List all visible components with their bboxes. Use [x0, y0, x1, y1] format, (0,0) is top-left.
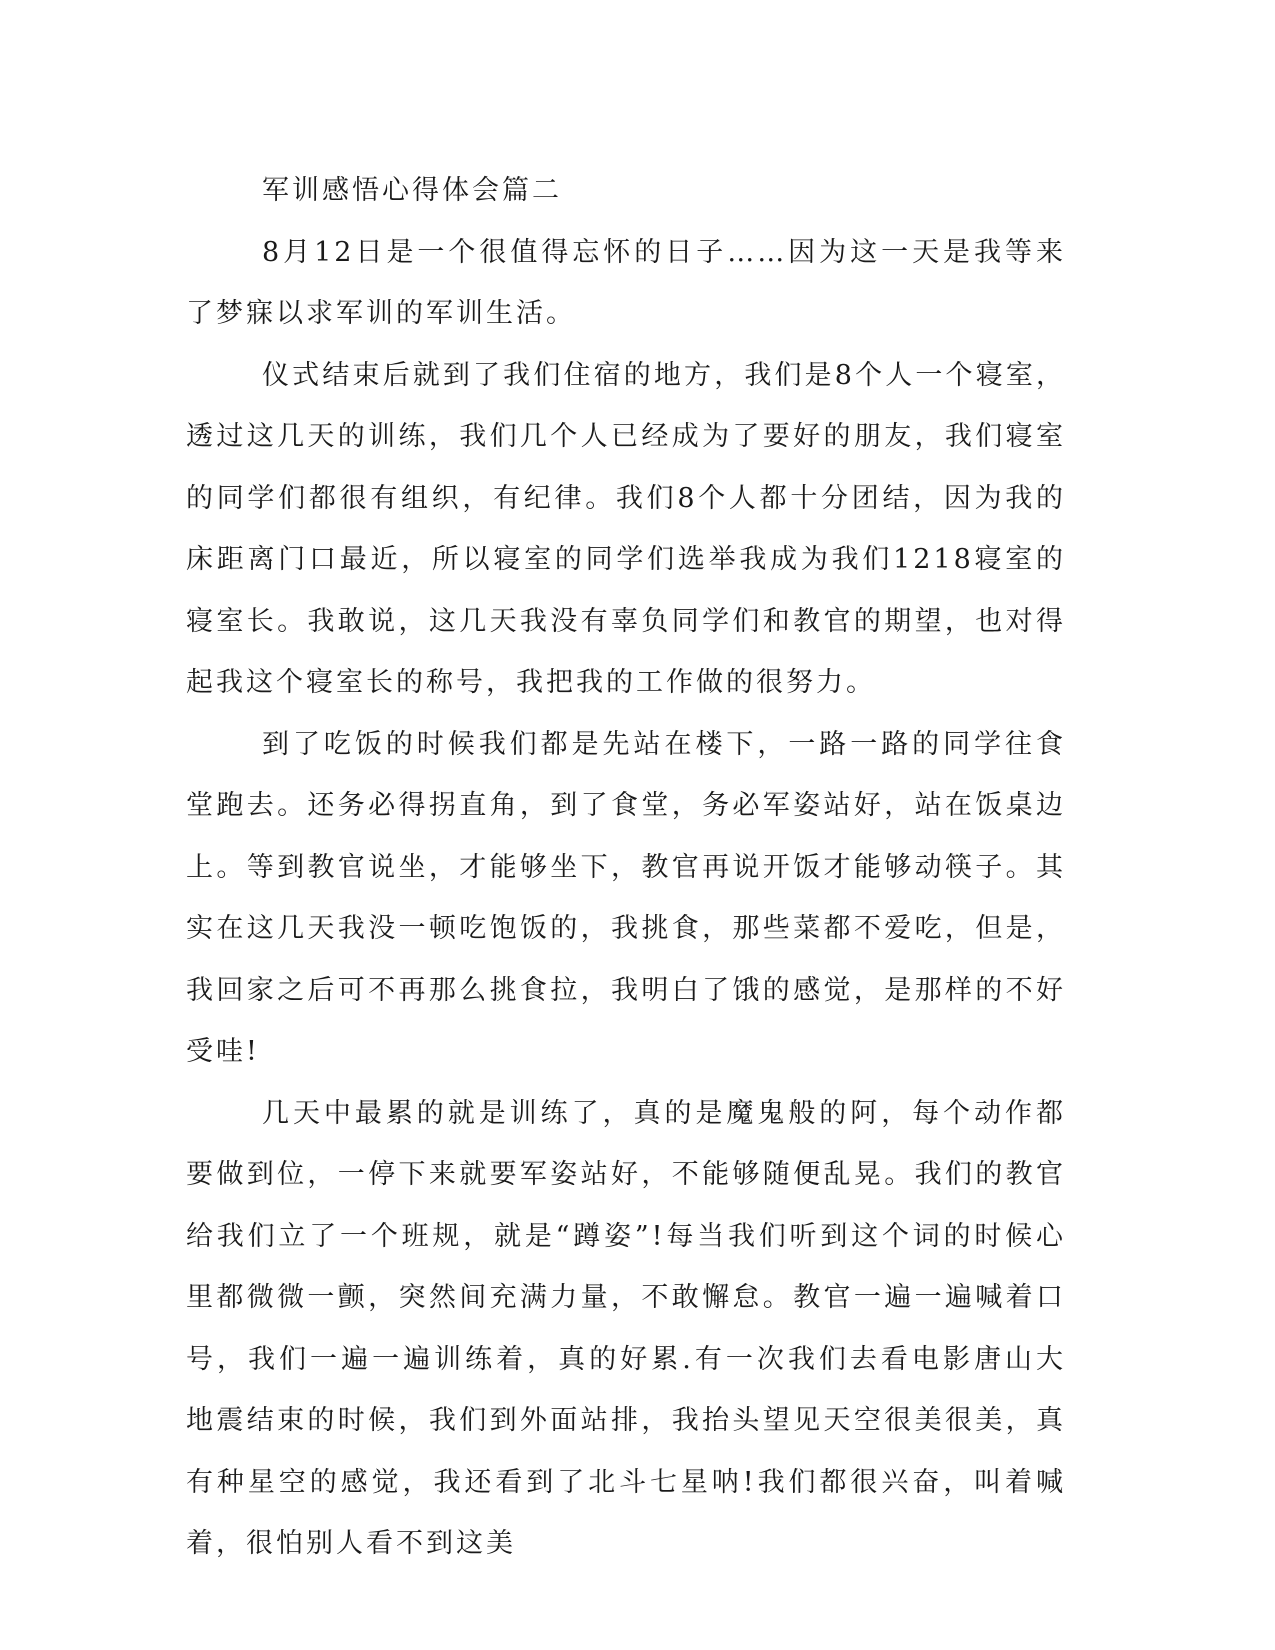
paragraph-3: 到了吃饭的时候我们都是先站在楼下，一路一路的同学往食堂跑去。还务必得拐直角，到了食堂，务必军姿站好，站在饭桌边上。等到教官说坐，才能够坐下，教官再说开饭才能够动筷子。其实在这几天我没一顿吃饱饭的，我挑食，那些菜都不爱吃，但是，我回家之后可不再那么挑食拉，我明白了饿的感觉，是那样的不好受哇!: [186, 728, 1066, 1067]
document-body: [186, 160, 1066, 1575]
paragraph-4: 几天中最累的就是训练了，真的是魔鬼般的阿，每个动作都要做到位，一停下来就要军姿站好，不能够随便乱晃。我们的教官给我们立了一个班规，就是“蹲姿”!每当我们听到这个词的时候心里都微微一颤，突然间充满力量，不敢懈怠。教官一遍一遍喊着口号，我们一遍一遍训练着，真的好累.有一次我们去看电影唐山大地震结束的时候，我们到外面站排，我抬头望见天空很美很美，真有种星空的感觉，我还看到了北斗七星呐!我们都很兴奋，叫着喊着，很怕别人看不到这美: [186, 1097, 1066, 1559]
section-heading: 军训感悟心得体会篇二: [262, 175, 562, 206]
paragraph-2: 仪式结束后就到了我们住宿的地方，我们是8个人一个寝室，透过这几天的训练，我们几个人已经成为了要好的朋友，我们寝室的同学们都很有组织，有纪律。我们8个人都十分团结，因为我的床距离门口最近，所以寝室的同学们选举我成为我们1218寝室的寝室长。我敢说，这几天我没有辜负同学们和教官的期望，也对得起我这个寝室长的称号，我把我的工作做的很努力。: [186, 359, 1066, 698]
paragraph-1: 8月12日是一个很值得忘怀的日子……因为这一天是我等来了梦寐以求军训的军训生活。: [186, 236, 1066, 329]
